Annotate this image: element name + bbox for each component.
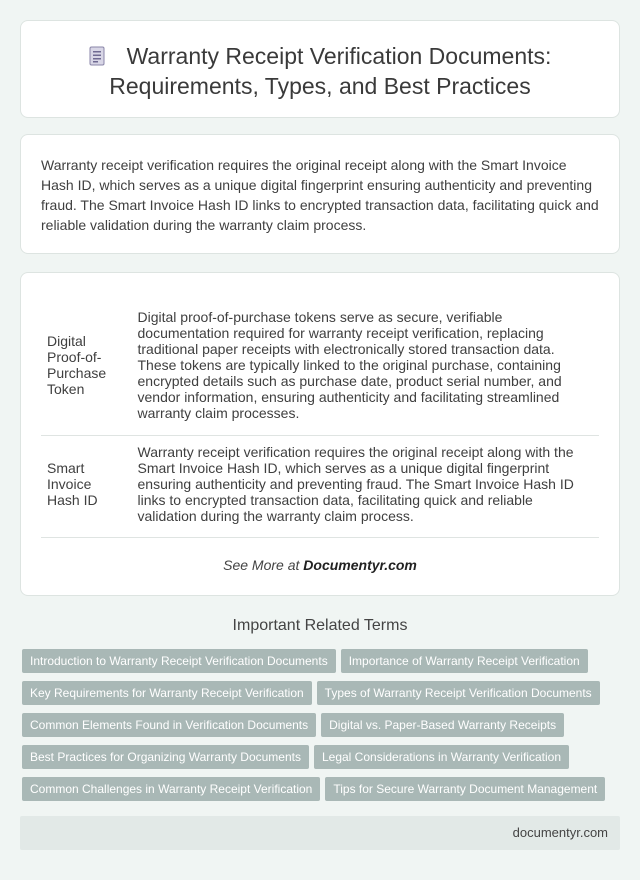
tag-row [22,649,622,681]
definition-cell: Warranty receipt verification requires the original receipt along with the Smart Invoice Hash ID, which serves as a unique digital fingerprint ensuring authenticity and preventing fraud. The Smart Invoice Hash ID links to encrypted transaction data, facilitating quick and reliable validation during the warranty claim process. [131,435,599,537]
related-term-tag[interactable]: Tips for Secure Warranty Document Management [325,777,605,801]
related-term-tag[interactable]: Key Requirements for Warranty Receipt Verification [22,681,312,705]
page-title [21,41,619,101]
receipt-document-icon [89,46,105,66]
table-row [41,435,599,537]
title-card [20,20,620,118]
definition-cell: Digital proof-of-purchase tokens serve as secure, verifiable documentation required for warranty receipt verification, replacing traditional paper receipts with electronically stored transaction data. These tokens are typically linked to the original purchase, containing encrypted details such as purchase date, product serial number, and vendor information, ensuring authenticity and facilitating streamlined warranty claim processes. [131,299,599,435]
tag-row [22,681,622,713]
tag-row [22,713,622,745]
footer-bar [20,816,620,850]
term-cell: Digital Proof-of-Purchase Token [41,299,131,435]
related-term-tag[interactable]: Importance of Warranty Receipt Verification [341,649,588,673]
intro-paragraph: Warranty receipt verification requires the original receipt along with the Smart Invoice Hash ID, which serves as a unique digital fingerprint ensuring authenticity and preventing fraud. The Smart Invoice Hash ID links to encrypted transaction data, facilitating quick and reliable validation during the warranty claim process. [41,157,599,233]
related-term-tag[interactable]: Types of Warranty Receipt Verification Documents [317,681,600,705]
footer-site-link[interactable]: documentyr.com [512,825,608,840]
tag-row [22,777,622,809]
term-cell: Smart Invoice Hash ID [41,435,131,537]
definitions-table [41,299,599,538]
related-terms-list [22,649,622,809]
table-row [41,299,599,435]
see-more-link[interactable]: See More at Documentyr.com [223,557,417,573]
related-term-tag[interactable]: Best Practices for Organizing Warranty Documents [22,745,309,769]
definitions-card [20,272,620,596]
related-term-tag[interactable]: Introduction to Warranty Receipt Verification Documents [22,649,336,673]
related-terms-title: Important Related Terms [232,617,408,634]
related-term-tag[interactable]: Legal Considerations in Warranty Verification [314,745,569,769]
related-term-tag[interactable]: Common Elements Found in Verification Documents [22,713,316,737]
page-title-text: Warranty Receipt Verification Documents: Requirements, Types, and Best Practices [109,43,552,99]
tag-row [22,745,622,777]
see-more-site: Documentyr.com [303,557,417,573]
related-term-tag[interactable]: Common Challenges in Warranty Receipt Verification [22,777,320,801]
related-term-tag[interactable]: Digital vs. Paper-Based Warranty Receipts [321,713,564,737]
intro-card [20,134,620,254]
